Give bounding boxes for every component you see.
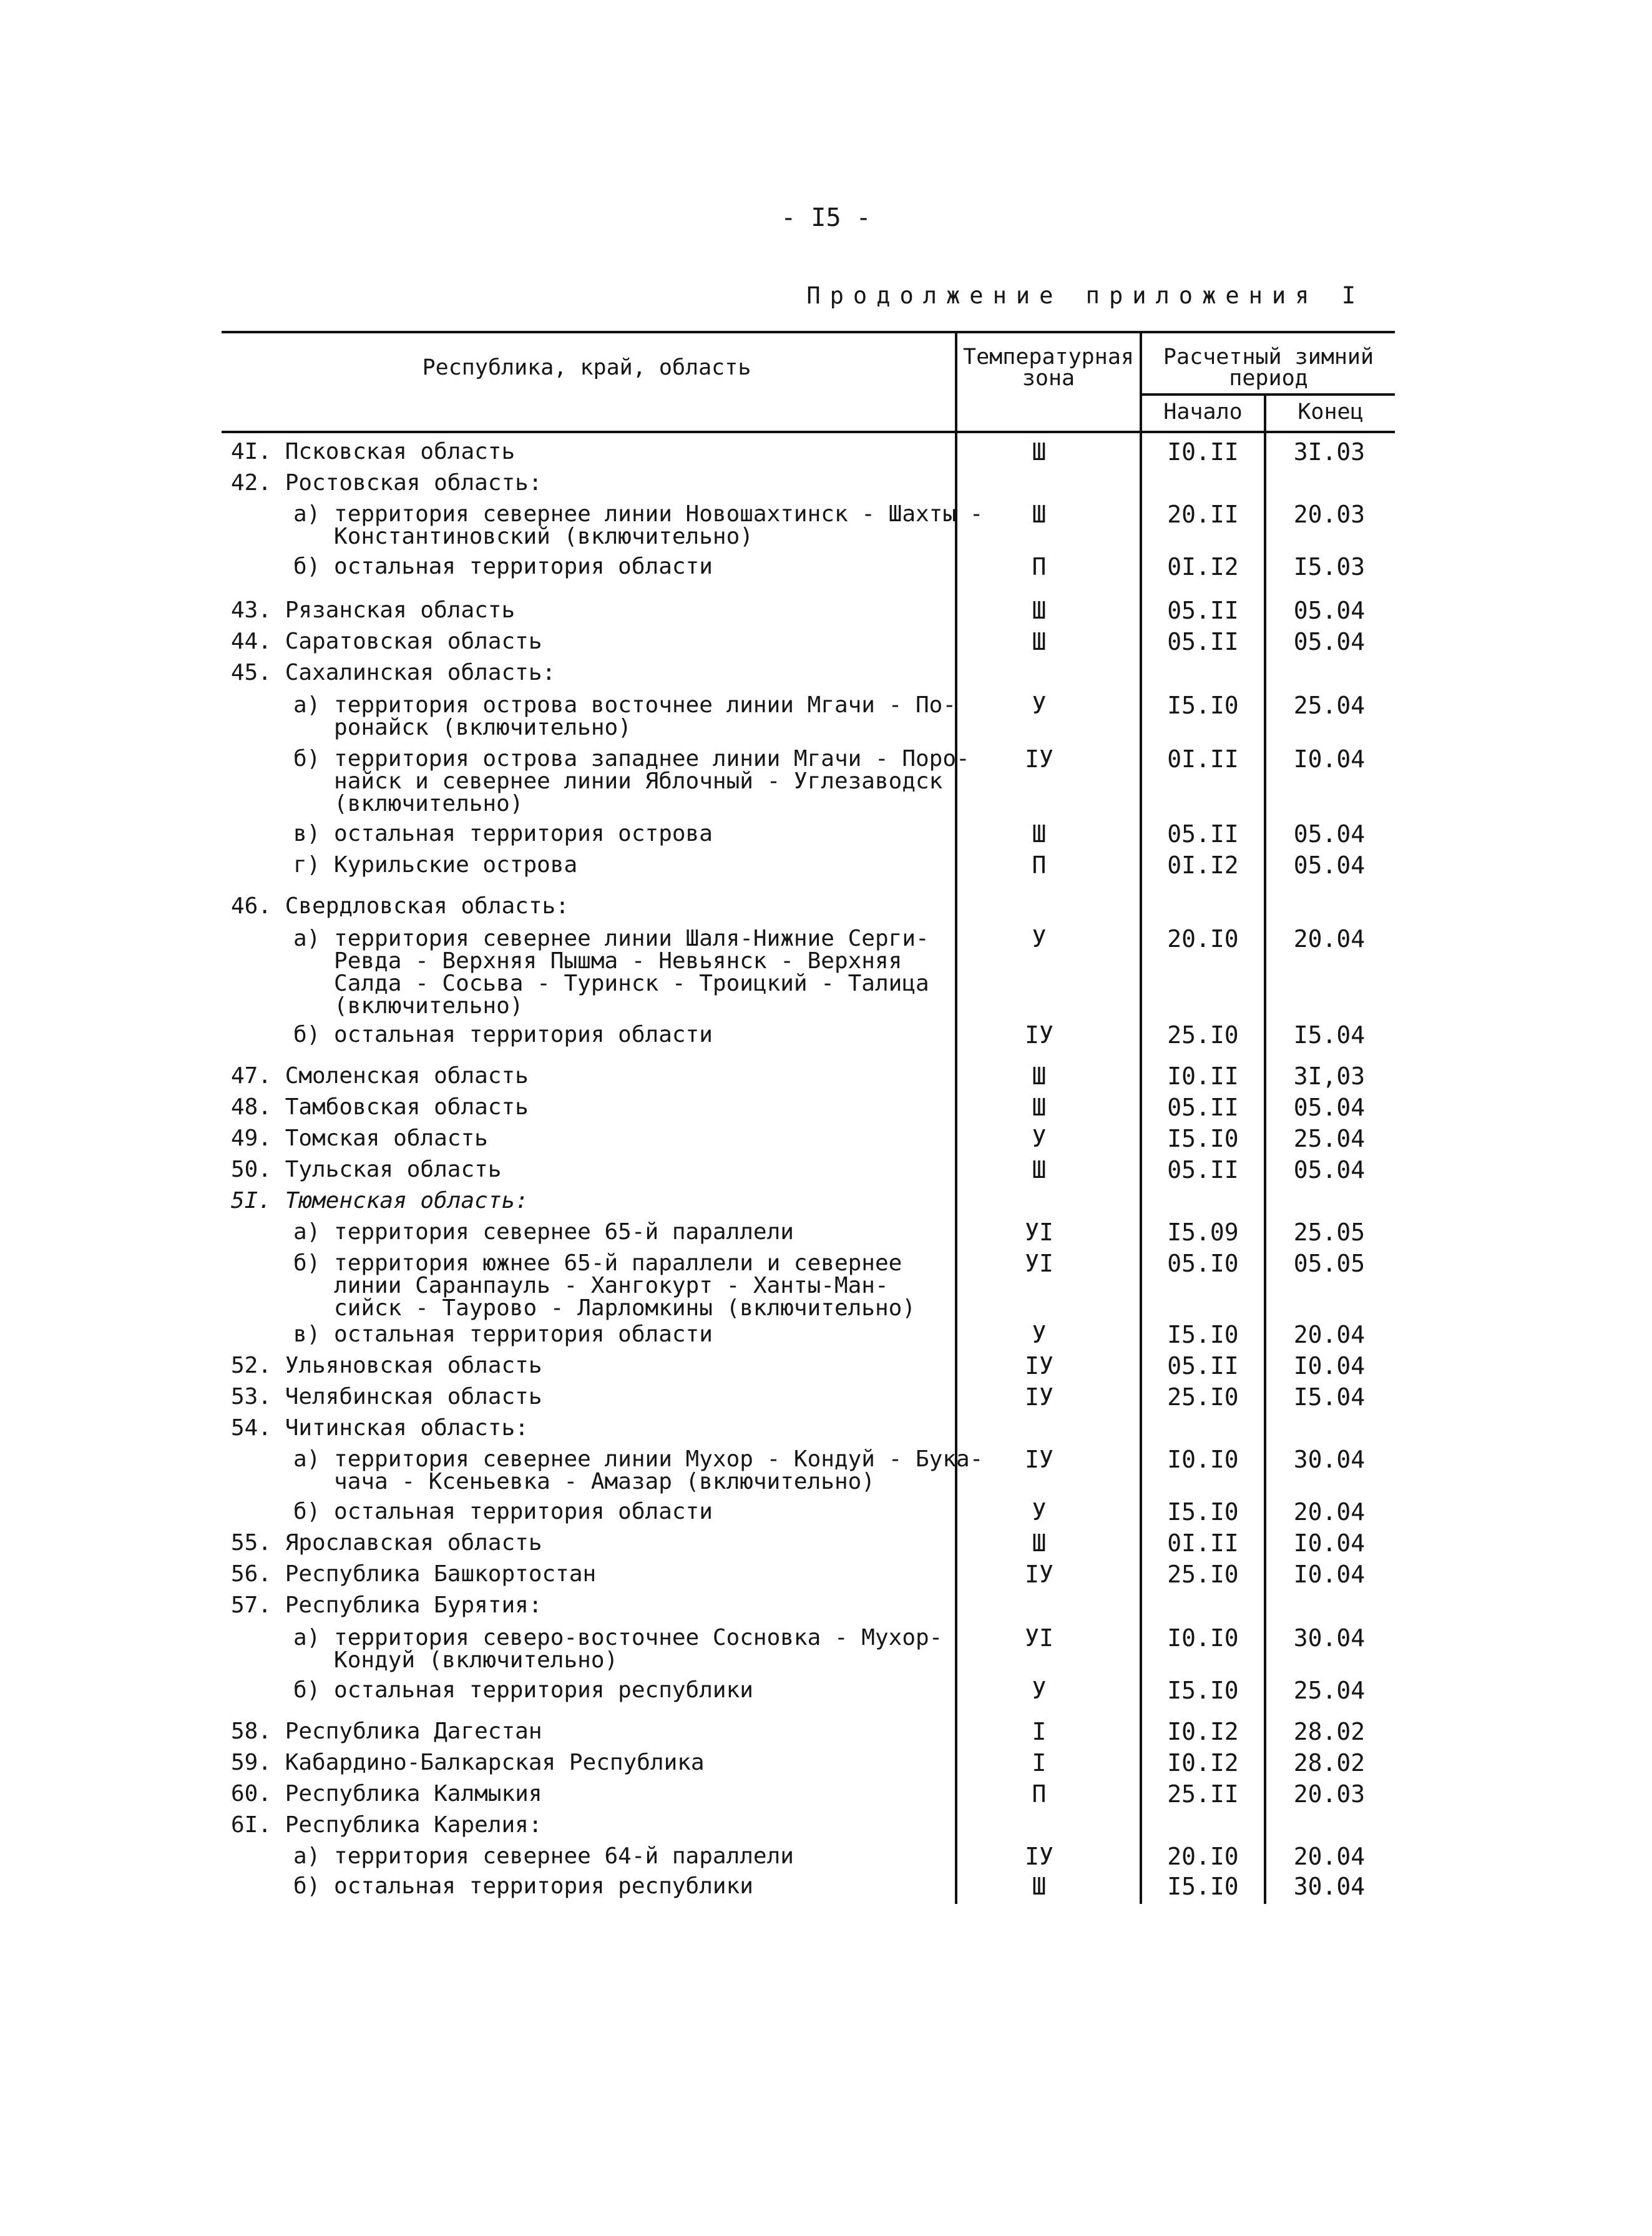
row-start: 05.II: [1167, 820, 1239, 848]
row-start: 20.II: [1167, 501, 1239, 528]
row-zone: Ш: [1032, 820, 1047, 848]
row-end: 30.04: [1293, 1446, 1366, 1473]
row-zone: I: [1032, 1749, 1047, 1777]
row-start: I0.I0: [1167, 1624, 1239, 1652]
row-zone: У: [1032, 1321, 1047, 1348]
row-name: б) остальная территория области: [293, 1499, 713, 1524]
row-start: 0I.I2: [1167, 553, 1239, 581]
row-start: 05.II: [1167, 597, 1239, 624]
row-start: 05.I0: [1167, 1250, 1239, 1277]
row-name: 48. Тамбовская область: [231, 1094, 529, 1120]
row-name: 47. Смоленская область: [231, 1063, 529, 1089]
row-name: 6I. Республика Карелия:: [231, 1812, 542, 1838]
row-end: 30.04: [1293, 1624, 1366, 1652]
row-zone: IУ: [1025, 745, 1053, 773]
row-end: I0.04: [1293, 1561, 1366, 1588]
row-zone: П: [1032, 1780, 1047, 1808]
row-end: 05.04: [1293, 1156, 1366, 1184]
row-name: в) остальная территория области: [293, 1321, 713, 1347]
row-zone: П: [1032, 553, 1047, 581]
row-name: 44. Саратовская область: [231, 629, 542, 654]
row-name: 46. Свердловская область:: [231, 893, 569, 919]
row-zone: I: [1032, 1718, 1047, 1745]
row-name: 59. Кабардино-Балкарская Республика: [231, 1750, 705, 1775]
row-end: 28.02: [1293, 1718, 1366, 1745]
row-name: 42. Ростовская область:: [231, 470, 542, 496]
row-end: 20.03: [1293, 501, 1366, 528]
row-start: 05.II: [1167, 628, 1239, 655]
row-name: 52. Ульяновская область: [231, 1353, 542, 1378]
header-region: Республика, край, область: [422, 355, 751, 380]
row-name: 45. Сахалинская область:: [231, 660, 556, 685]
row-zone: У: [1032, 1498, 1047, 1526]
row-end: 25.04: [1293, 1125, 1366, 1152]
row-start: 25.I0: [1167, 1561, 1239, 1588]
row-end: 30.04: [1293, 1873, 1366, 1900]
header-end: Конец: [1298, 400, 1364, 424]
row-zone: У: [1032, 1125, 1047, 1152]
row-name: б) остальная территория республики: [293, 1677, 753, 1703]
row-end: I5.03: [1293, 553, 1366, 581]
row-zone: Ш: [1032, 1062, 1047, 1090]
row-start: I0.I2: [1167, 1749, 1239, 1777]
row-start: I5.I0: [1167, 1321, 1239, 1348]
row-end: I0.04: [1293, 1352, 1366, 1380]
row-zone: Ш: [1032, 438, 1047, 466]
row-name: а) территория севернее линии Мухор - Кондуй - Бука- чача - Ксеньевка - Амазар (включительно): [293, 1446, 984, 1494]
row-start: 20.I0: [1167, 925, 1239, 953]
row-start: I0.I2: [1167, 1718, 1239, 1745]
row-start: 0I.II: [1167, 1529, 1239, 1557]
row-name: б) остальная территория области: [293, 554, 713, 579]
row-zone: УI: [1025, 1219, 1053, 1246]
row-name: 55. Ярославская область: [231, 1530, 542, 1556]
header-period: Расчетный зимний период: [1163, 345, 1374, 391]
row-end: 28.02: [1293, 1749, 1366, 1777]
row-zone: УI: [1025, 1624, 1053, 1652]
row-zone: IУ: [1025, 1561, 1053, 1588]
row-start: I0.I0: [1167, 1446, 1239, 1473]
row-name: а) территория острова восточнее линии Мгачи - По- ронайск (включительно): [293, 692, 957, 740]
row-start: 05.II: [1167, 1156, 1239, 1184]
row-name: в) остальная территория острова: [293, 821, 713, 846]
row-zone: У: [1032, 925, 1047, 953]
row-zone: Ш: [1032, 1156, 1047, 1184]
row-start: I5.I0: [1167, 1873, 1239, 1900]
header-bottom-rule: [222, 431, 1395, 433]
row-name: 57. Республика Бурятия:: [231, 1592, 542, 1618]
row-start: 05.II: [1167, 1352, 1239, 1380]
row-zone: У: [1032, 1677, 1047, 1704]
page-number: - I5 -: [781, 203, 871, 232]
row-start: 25.I0: [1167, 1021, 1239, 1049]
row-end: 05.05: [1293, 1250, 1366, 1277]
row-name: 5I. Тюменская область:: [231, 1188, 529, 1214]
row-end: 20.04: [1293, 925, 1366, 953]
row-name: 50. Тульская область: [231, 1157, 502, 1182]
row-start: 25.I0: [1167, 1383, 1239, 1411]
row-zone: У: [1032, 692, 1047, 719]
row-end: I0.04: [1293, 745, 1366, 773]
row-zone: Ш: [1032, 1094, 1047, 1121]
row-start: I0.II: [1167, 1062, 1239, 1090]
row-end: 05.04: [1293, 1094, 1366, 1121]
row-end: 20.04: [1293, 1843, 1366, 1870]
row-end: I5.04: [1293, 1383, 1366, 1411]
row-end: 20.04: [1293, 1321, 1366, 1348]
row-name: 49. Томская область: [231, 1125, 488, 1151]
row-start: I5.I0: [1167, 692, 1239, 719]
row-end: 05.04: [1293, 820, 1366, 848]
continuation-title: Продолжение приложения I: [806, 282, 1365, 309]
row-name: б) территория острова западнее линии Мгачи - Поро- найск и севернее линии Яблочный - Углезаводск (включительно): [293, 746, 970, 816]
row-end: 25.05: [1293, 1219, 1366, 1246]
row-start: I5.I0: [1167, 1125, 1239, 1152]
table-top-rule: [222, 331, 1395, 333]
row-start: I0.II: [1167, 438, 1239, 466]
row-name: 54. Читинская область:: [231, 1415, 529, 1441]
row-name: г) Курильские острова: [293, 852, 578, 878]
row-end: 05.04: [1293, 597, 1366, 624]
row-end: 05.04: [1293, 851, 1366, 879]
row-zone: IУ: [1025, 1446, 1053, 1473]
row-start: I5.I0: [1167, 1498, 1239, 1526]
row-zone: IУ: [1025, 1383, 1053, 1411]
row-name: б) остальная территория республики: [293, 1873, 753, 1899]
row-name: а) территория севернее линии Новошахтинск - Шахты - Константиновский (включительно): [293, 501, 984, 549]
row-zone: IУ: [1025, 1352, 1053, 1380]
row-zone: П: [1032, 851, 1047, 879]
row-end: 20.03: [1293, 1780, 1366, 1808]
row-end: 20.04: [1293, 1498, 1366, 1526]
row-start: 0I.II: [1167, 745, 1239, 773]
row-end: I5.04: [1293, 1021, 1366, 1049]
header-start: Начало: [1163, 400, 1243, 424]
row-name: 60. Республика Калмыкия: [231, 1781, 542, 1807]
row-zone: IУ: [1025, 1843, 1053, 1870]
row-name: 4I. Псковская область: [231, 439, 516, 464]
header-zone: Температурная зона: [963, 345, 1134, 391]
row-name: б) территория южнее 65-й параллели и севернее линии Саранпауль - Хангокурт - Ханты-Ман- сийск - Таурово - Ларломкины (включительно): [293, 1250, 916, 1321]
row-end: I0.04: [1293, 1529, 1366, 1557]
row-start: I5.09: [1167, 1219, 1239, 1246]
row-start: 20.I0: [1167, 1843, 1239, 1870]
row-name: 43. Рязанская область: [231, 597, 516, 623]
row-name: 56. Республика Башкортостан: [231, 1561, 597, 1587]
row-name: а) территория севернее 65-й параллели: [293, 1219, 794, 1245]
row-zone: УI: [1025, 1250, 1053, 1277]
row-zone: Ш: [1032, 597, 1047, 624]
period-split-rule: [1142, 393, 1395, 396]
row-name: а) территория севернее 64-й параллели: [293, 1843, 794, 1869]
row-name: б) остальная территория области: [293, 1022, 713, 1047]
row-end: 25.04: [1293, 692, 1366, 719]
row-start: 0I.I2: [1167, 851, 1239, 879]
row-end: 3I.03: [1293, 438, 1366, 466]
row-end: 3I,03: [1293, 1062, 1366, 1090]
row-zone: Ш: [1032, 501, 1047, 528]
row-zone: Ш: [1032, 1873, 1047, 1900]
row-name: а) территория севернее линии Шаля-Нижние Серги- Ревда - Верхняя Пышма - Невьянск - Верхняя Салда - Сосьва - Туринск - Троицкий - Талица (включительно): [293, 926, 929, 1019]
row-zone: IУ: [1025, 1021, 1053, 1049]
row-start: 25.II: [1167, 1780, 1239, 1808]
row-end: 05.04: [1293, 628, 1366, 655]
row-name: 58. Республика Дагестан: [231, 1719, 542, 1744]
row-end: 25.04: [1293, 1677, 1366, 1704]
row-name: а) территория северо-восточнее Сосновка - Мухор- Кондуй (включительно): [293, 1625, 943, 1673]
row-zone: Ш: [1032, 1529, 1047, 1557]
row-start: I5.I0: [1167, 1677, 1239, 1704]
row-zone: Ш: [1032, 628, 1047, 655]
row-start: 05.II: [1167, 1094, 1239, 1121]
row-name: 53. Челябинская область: [231, 1384, 542, 1410]
